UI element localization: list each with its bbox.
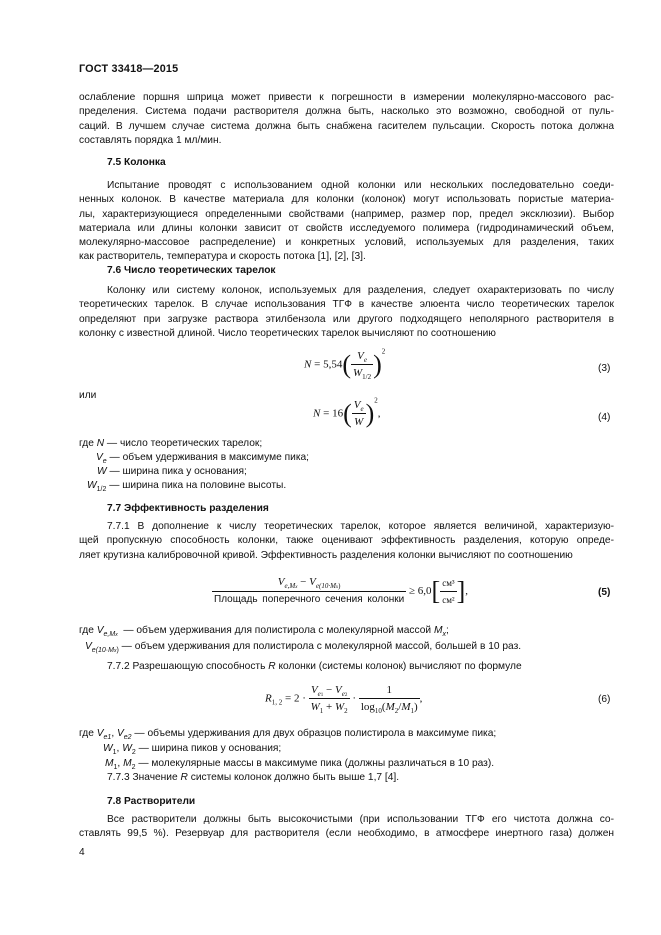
eq-fraction: $\frac{V_e}{W_{1/2}}$ (352, 350, 372, 382)
legend-row: где N — число теоретических тарелок; (79, 438, 263, 449)
right-bracket: ] (456, 576, 466, 606)
text-line: теоретических тарелок. В случае использования ТГФ в качестве элюента число теоретических тарелок (79, 299, 614, 311)
eq-tail: , (377, 407, 381, 420)
text-line: Все растворители должны быть высокочистыми (при использовании ТГФ его чистота должна со- (107, 814, 614, 825)
equation-6-number: (6) (598, 694, 611, 705)
eq-symbol: N (304, 358, 312, 371)
left-bracket: [ (431, 576, 441, 606)
text-line: пределения. Система подачи растворителя должна быть, насколько это возможно, свободной от пуль- (79, 106, 614, 118)
section-7-7-1-paragraph (79, 520, 614, 563)
section-7-8-heading: 7.8 Растворители (107, 796, 196, 807)
text-line: колонку с известной длиной. Число теоретических тарелок вычисляют по соотношению (79, 327, 496, 339)
legend-row: W — ширина пика у основания; (97, 466, 247, 477)
intro-paragraph (79, 91, 614, 148)
text-line: лы, характеризующиеся определенными свойствами (например, размер пор, предел эксклюзии). Выбор (79, 208, 614, 220)
equation-5-number: (5) (598, 587, 611, 598)
eq-sign: = (323, 407, 330, 420)
legend-row: $V_{e(10\cdot Mx)}$ — объем удерживания для полистирола с молекулярной массой, большей в 10 раз. (85, 641, 522, 655)
equation-4 (313, 398, 381, 430)
text-line: Колонку или систему колонок, используемых для разделения, следует охарактеризовать по числу (107, 285, 614, 296)
legend-row: $V_e$ — объем удерживания в максимуме пика; (96, 452, 310, 466)
text-line: щей пропускную способность колонки, также оценивают эффективность разделения, которую опреде- (79, 535, 614, 547)
section-7-5-paragraph (79, 179, 614, 265)
right-paren: ) (373, 349, 382, 379)
text-line: как растворитель, температура и скорость потока [1], [2], [3]. (79, 251, 366, 263)
section-7-7-2-paragraph: 7.7.2 Разрешающую способность R колонки (системы колонок) вычисляют по формуле (107, 661, 522, 672)
legend-row: $W_1$, $W_2$ — ширина пиков у основания; (103, 743, 282, 757)
left-paren: ( (343, 398, 352, 428)
text-line: ослабление поршня шприца может привести к погрешности в измерении молекулярно-массового рас- (79, 92, 614, 103)
document-header: ГОСТ 33418—2015 (79, 63, 179, 75)
legend-row: $W_{1/2}$ — ширина пика на половине высоты. (87, 480, 287, 494)
text-line: определяют при загрузке раствора этилбензола или другого подходящего неполярного растворителя в (79, 313, 614, 325)
eq-fraction: $\frac{V_e}{W}$ (353, 399, 364, 429)
section-7-6-heading: 7.6 Число теоретических тарелок (107, 265, 276, 276)
eq-symbol: N (313, 407, 321, 420)
equation-4-number: (4) (598, 412, 611, 423)
equation-3 (304, 349, 385, 381)
legend-row: где $V_{e,Mx}$ — объем удерживания для полистирола с молекулярной массой $M_x$; (79, 625, 449, 639)
section-7-5-heading: 7.5 Колонка (107, 157, 166, 168)
legend-row: $M_1$, $M_2$ — молекулярные массы в максимуме пика (должны различаться в 10 раз). (105, 758, 495, 772)
or-word: или (79, 390, 97, 401)
eq-sign: = (314, 358, 321, 371)
text-line: 7.7.1 В дополнение к числу теоретических тарелок, которое является величиной, характеризую- (107, 521, 614, 532)
text-line: ставлять 99,5 %). Резервуар для растворителя (если необходимо, в атмосфере инертного газа) должен (79, 828, 614, 840)
text-line: саций. В лучшем случае система должна быть снабжена гасителем пульсации. Скорость потока должна (79, 120, 614, 132)
text-line: составлять порядка 1 мл/мин. (79, 134, 222, 146)
eq-tail: , (465, 584, 469, 597)
section-7-8-paragraph (79, 813, 614, 842)
text-line: ненных колонок. В качестве материала для колонки (колонок) могут использовать пористые материа- (79, 194, 614, 206)
equation-5 (212, 575, 468, 608)
eq-coefficient: 16 (332, 407, 344, 420)
section-7-7-heading: 7.7 Эффективность разделения (107, 503, 269, 514)
eq-coefficient: 5,54 (323, 358, 343, 371)
left-paren: ( (342, 349, 351, 379)
unit-fraction: $\frac{\text{см³}}{\text{см²}}$ (442, 577, 455, 605)
text-line: ляет крутизна калибровочной кривой. Эффективность разделения колонки вычисляют по соотношению (79, 549, 573, 561)
section-7-6-paragraph (79, 284, 614, 341)
eq-fraction: $\frac{V_{e1} - V_{e2}}{W_1 + W_2}$ (310, 684, 348, 716)
eq-fraction: $\frac{V_{e,Mx} - V_{e(10\cdot Mx)}}{\text{Площадь поперечного сечения колонки}}$ (214, 576, 405, 606)
eq-power: 2 (374, 396, 378, 405)
equation-3-number: (3) (598, 363, 611, 374)
section-7-7-3-paragraph: 7.7.3 Значение R системы колонок должно быть выше 1,7 [4]. (107, 772, 400, 783)
text-line: материала или длины колонки зависит от свойств исследуемого полимера (гидродинамический объем, (79, 222, 614, 234)
legend-row: где $V_{e1}$, $V_{e2}$ — объемы удерживания для двух образцов полистирола в максимуме пика; (79, 728, 497, 742)
eq-inequality: ≥ 6,0 (409, 584, 432, 597)
eq-fraction: $\frac{1}{\log_{10}(M_2/M_1)}$ (360, 684, 418, 716)
right-paren: ) (365, 398, 375, 428)
equation-6: $R_{1, 2} = 2$ · $\frac{V_{e1} - V_{e2}}{W_1 + W_2}$ · $\frac{1}{\log_{10}(M_2/M_1)}$ , (265, 684, 423, 716)
eq-power: 2 (381, 347, 386, 356)
page-number: 4 (79, 847, 85, 858)
text-line: молекулярно-массовое распределение) и конкретных условий, используемых для разделения, таких (79, 237, 614, 249)
text-line: Испытание проводят с использованием одной колонки или нескольких последовательно соеди- (107, 180, 614, 191)
